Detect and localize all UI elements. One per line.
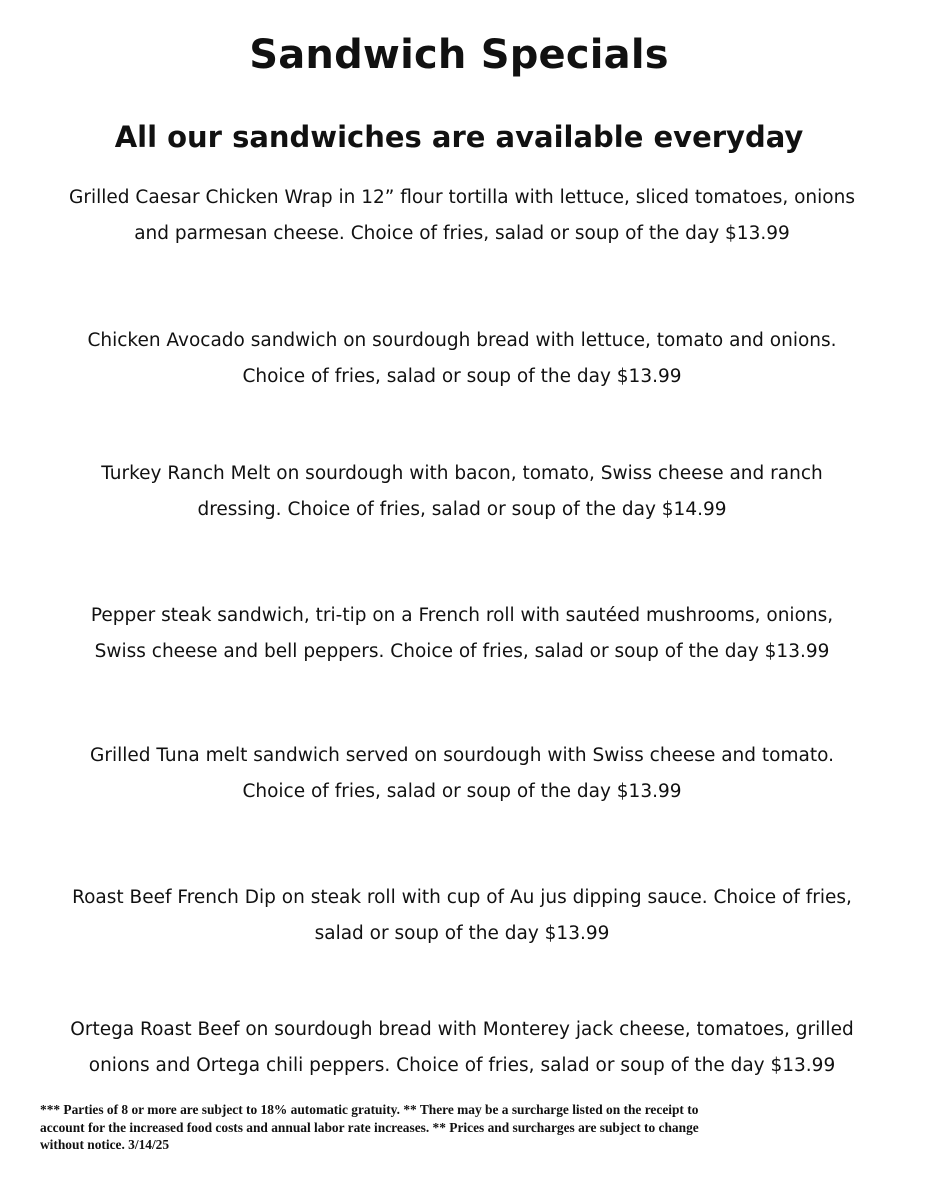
menu-item-line: Chicken Avocado sandwich on sourdough bread with lettuce, tomato and onions. bbox=[87, 330, 837, 351]
menu-item-french-dip bbox=[24, 880, 900, 952]
menu-item-line: Choice of fries, salad or soup of the day $13.99 bbox=[242, 781, 682, 802]
footer-line: *** Parties of 8 or more are subject to 18% automatic gratuity. ** There may be a surcharge listed on the receipt to bbox=[40, 1102, 699, 1117]
menu-item-turkey-ranch-melt bbox=[24, 456, 900, 528]
menu-item-line: Ortega Roast Beef on sourdough bread with Monterey jack cheese, tomatoes, grilled bbox=[70, 1019, 854, 1040]
menu-item-line: onions and Ortega chili peppers. Choice of fries, salad or soup of the day $13.99 bbox=[88, 1055, 836, 1076]
menu-item-line: Turkey Ranch Melt on sourdough with bacon, tomato, Swiss cheese and ranch bbox=[101, 463, 823, 484]
footer-line: account for the increased food costs and annual labor rate increases. ** Prices and surcharges are subject to change bbox=[40, 1119, 699, 1135]
menu-item-line: dressing. Choice of fries, salad or soup of the day $14.99 bbox=[197, 499, 727, 520]
menu-item-pepper-steak bbox=[24, 598, 900, 670]
menu-item-line: salad or soup of the day $13.99 bbox=[314, 923, 610, 944]
footer-line: without notice. 3/14/25 bbox=[40, 1137, 170, 1152]
menu-item-line: Grilled Caesar Chicken Wrap in 12” flour tortilla with lettuce, sliced tomatoes, onions bbox=[69, 187, 855, 208]
page-subtitle: All our sandwiches are available everyday bbox=[114, 120, 804, 154]
menu-item-chicken-avocado bbox=[24, 323, 900, 395]
menu-item-line: Pepper steak sandwich, tri-tip on a French roll with sautéed mushrooms, onions, bbox=[90, 605, 834, 626]
footer-notice bbox=[40, 1101, 890, 1154]
menu-item-line: Swiss cheese and bell peppers. Choice of fries, salad or soup of the day $13.99 bbox=[94, 641, 830, 662]
menu-item-line: and parmesan cheese. Choice of fries, salad or soup of the day $13.99 bbox=[134, 223, 790, 244]
menu-item-line: Grilled Tuna melt sandwich served on sourdough with Swiss cheese and tomato. bbox=[90, 745, 834, 766]
menu-item-tuna-melt bbox=[24, 738, 900, 810]
menu-item-ortega-roast-beef bbox=[24, 1012, 900, 1084]
menu-item-line: Choice of fries, salad or soup of the day $13.99 bbox=[242, 366, 682, 387]
page-title: Sandwich Specials bbox=[249, 32, 669, 78]
menu-item-caesar-wrap bbox=[24, 180, 900, 252]
menu-item-line: Roast Beef French Dip on steak roll with cup of Au jus dipping sauce. Choice of fries, bbox=[72, 887, 852, 908]
